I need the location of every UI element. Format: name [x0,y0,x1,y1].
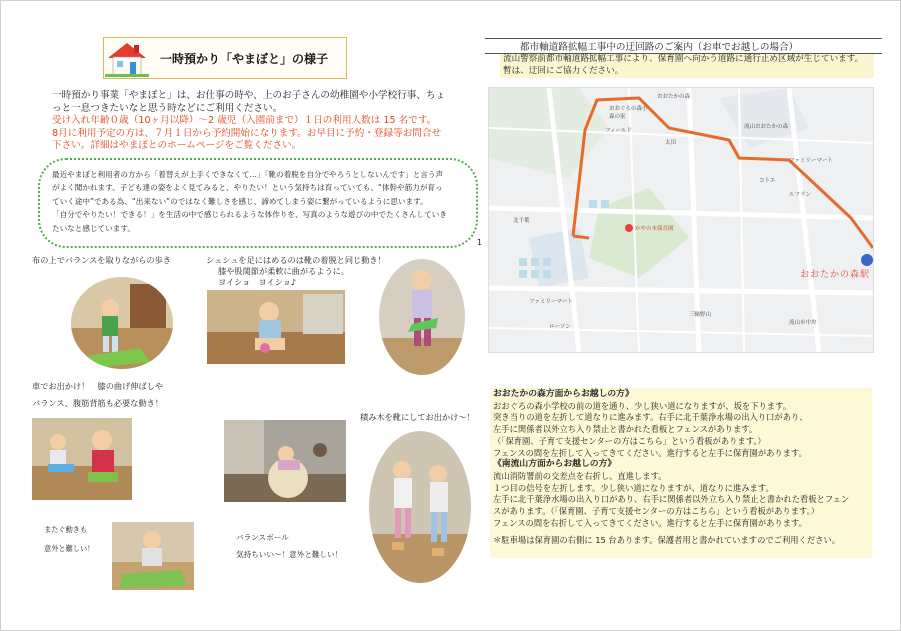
intro-text [52,90,452,153]
route-line: 左手に関係者以外立ち入り禁止と書かれた看板とフェンスがあります。 [493,424,758,435]
detour-note-line: 流山警察前都市軸道路拡幅工事により、保育園へ向かう道路に通行止め区域が生じています。 [503,54,864,64]
parking-note: ＊駐車場は保育園の右側に 15 台あります。保護者用と書かれていますのでご利用ください。 [493,535,841,546]
detour-note-line: 暫は、迂回にご協力ください。 [503,65,624,76]
page-title: 一時預かり「やまぼと」の様子 [160,52,329,66]
svg-text:森の家: 森の家 [609,114,626,120]
photo-straddle [112,522,194,590]
caption-scrunchie-2: 膝や股関節が柔軟に曲がるように。 [218,266,350,276]
caption-car-1: 車でお出かけ！ 膝の曲げ伸ばしや [32,381,164,391]
route-line: スがあります。（「保育園、子育て支援センターの方はこちら」という看板があります。） [493,506,820,517]
station-label: おおたかの森駅 [800,270,871,280]
route-heading: 《南流山方面からお越しの方》 [493,459,617,470]
intro-line: 一時預かり事業「やまぼと」は、お仕事の時や、上のお子さんの幼稚園や小学校行事、ちょ [52,90,446,101]
route-line: 流山消防署前の交差点を右折し、直進します。 [493,470,667,481]
caption-scrunchie: シュシュを足にはめるのは靴の着脱と同じ動き！ [206,255,386,265]
caption-scrunchie-3: ヨイショ ヨイショ♪ [218,277,297,287]
detour-map [488,87,874,353]
route-line: １つ目の信号を左折します。少し狭い道になりますが、道なりに進みます。 [493,482,774,493]
bubble-line: たいなと感じています。 [52,223,135,233]
bubble-line: がよく聞かれます。子ども達の姿をよく見てみると、やりたい！という気持ちは育っていても、“体幹や筋力が育っ [52,183,443,193]
svg-text:流山おおたかの森: 流山おおたかの森 [744,124,789,130]
message-bubble-text [52,168,462,235]
route-line: フェンスの間を右折して入ってきてください。進行すると左手に保育園があります。 [493,517,807,528]
svg-text:ローソン: ローソン [549,324,571,330]
photo-cloth-walk [70,276,174,370]
svg-text:三輪野山: 三輪野山 [689,312,712,318]
svg-text:北千葉: 北千葉 [513,218,530,224]
route-directions [493,389,873,547]
caption-straddle-2: 意外と難しい！ [44,544,95,553]
svg-text:おおぐろの森小: おおぐろの森小 [609,106,648,112]
bubble-line: 「自分でやりたい！できる！」を生活の中で感じられるような体作りを、写真のような遊びの中でたくさんしていき [52,210,447,220]
svg-text:フィールド: フィールド [605,128,632,134]
caption-ball-1: バランスボール [236,533,289,542]
house-icon [104,40,150,78]
photo-scrunchie [207,290,345,364]
caption-cloth-walk: 布の上でバランスを取りながらの歩き [32,255,171,265]
svg-text:流山市中央: 流山市中央 [789,320,817,326]
photo-balance-ball [224,420,346,502]
svg-text:かやの木保育園: かやの木保育園 [635,226,674,232]
svg-text:ファミリーマート: ファミリーマート [789,158,833,164]
bubble-line: 最近やまぼと利用者の方から「着替えが上手くできなくて…」「靴の着脱を自分でやろうとしないんです」と言う声 [52,170,444,179]
caption-straddle-1: またぐ動きも [44,525,88,534]
intro-line: っと一息つきたいなと思う時などにご利用ください。 [52,102,283,114]
svg-text:ルフラン: ルフラン [789,192,812,198]
route-heading: おおたかの森方面からお越しの方》 [493,389,634,399]
svg-text:おおたかの森: おおたかの森 [657,94,691,100]
photo-car [32,418,132,500]
intro-line-highlight: 受け入れ年齢０歳（10ヶ月以降）～2 歳児（入園前まで）１日の利用人数は 15 名です。 [52,115,437,126]
caption-ball-2: 気持ちいい～！意外と難しい！ [236,550,343,559]
route-line: 突き当りの道を左折して道なりに進みます。右手に北千葉浄水場の出入り口があり、 [493,412,808,423]
caption-car-2: バランス、腹筋背筋も必要な動き！ [32,398,164,408]
detour-note [500,54,874,78]
detour-title: 都市軸道路拡幅工事中の迂回路のご案内（お車でお越しの場合） [520,42,799,53]
bubble-line: ていく途中”である為、“出来ない”のではなく難しさを感じ、諦めてしまう姿に繋がっているように思います。 [52,196,428,206]
intro-line-highlight: 8月に利用予定の方は、７月１日から予約開始になります。お早目に予約・登録等お問合せ [52,127,442,139]
photo-standing [378,258,466,376]
photo-blocks-walk [368,430,472,584]
page-number: 1 [477,238,483,247]
svg-text:太田: 太田 [665,140,677,146]
caption-blocks: 積み木を靴にしてお出かけ～！ [360,412,475,422]
route-line: 左手に北千葉浄水場の出入り口があり、右手に関係者以外立ち入り禁止と書かれた看板とフェン [493,494,850,505]
intro-line-highlight: 下さい。詳細はやまぼとのホームページをご覧ください。 [52,140,302,151]
route-line: （「保育園、子育て支援センターの方はこちら」という看板があります。） [493,435,766,446]
svg-text:コトエ: コトエ [759,178,776,184]
svg-text:ファミリーマート: ファミリーマート [529,299,573,305]
route-line: フェンスの間を左折して入ってきてください。進行すると左手に保育園があります。 [493,447,807,458]
route-line: おおぐろの森小学校の前の道を通り、少し狭い道になりますが、坂を下ります。 [493,400,792,411]
